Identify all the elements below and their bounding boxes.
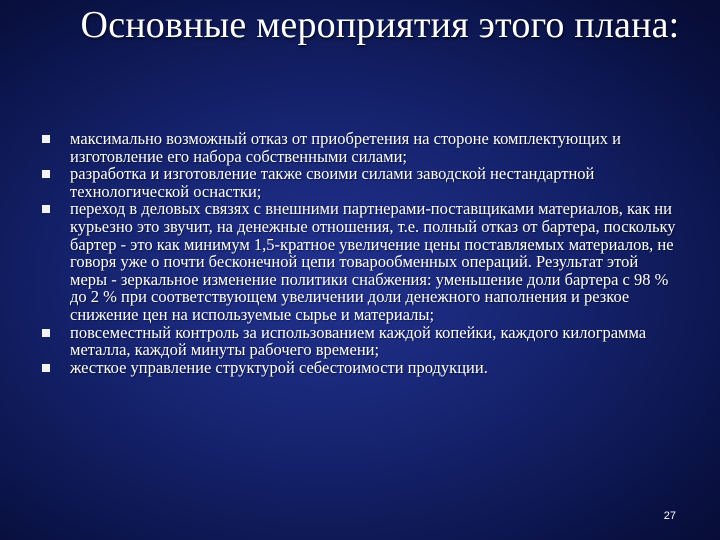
list-item-text: максимально возможный отказ от приобретения на стороне комплектующих и изготовление его набора собственными силами; — [70, 129, 621, 166]
list-item-text: повсеместный контроль за использованием каждой копейки, каждого килограмма металла, каждой минуты рабочего времени; — [70, 322, 647, 360]
list-item — [38, 324, 678, 359]
square-bullet-icon — [42, 135, 50, 143]
list-item — [38, 165, 678, 200]
list-item-text: жесткое управление структурой себестоимости продукции. — [70, 357, 488, 377]
page-number: 27 — [663, 510, 676, 522]
list-item — [38, 359, 678, 377]
list-item-text: переход в деловых связях с внешними партнерами-поставщиками материалов, как ни курьезно это звучит, на денежные отношения, т.е. полный отказ от бартера, поскольку бартер - это как минимум 1,5-кратное увеличение цены поставляемых материалов, не говоря уже о почти бесконечной цепи товарообменных операций. Результат этой меры - зеркальное изменение политики снабжения: уменьшение доли бартера с 98 % до 2 % при соответствующем увеличении доли денежного наполнения и резкое снижение цен на используемые сырье и материалы; — [70, 199, 676, 324]
bullet-list — [38, 130, 678, 376]
square-bullet-icon — [42, 170, 50, 178]
square-bullet-icon — [42, 205, 50, 213]
square-bullet-icon — [42, 364, 50, 372]
slide-title: Основные мероприятия этого плана: — [80, 4, 680, 46]
list-item — [38, 130, 678, 165]
list-item-text: разработка и изготовление также своими силами заводской нестандартной технологической оснастки; — [70, 164, 595, 201]
list-item — [38, 200, 678, 323]
square-bullet-icon — [42, 329, 50, 337]
